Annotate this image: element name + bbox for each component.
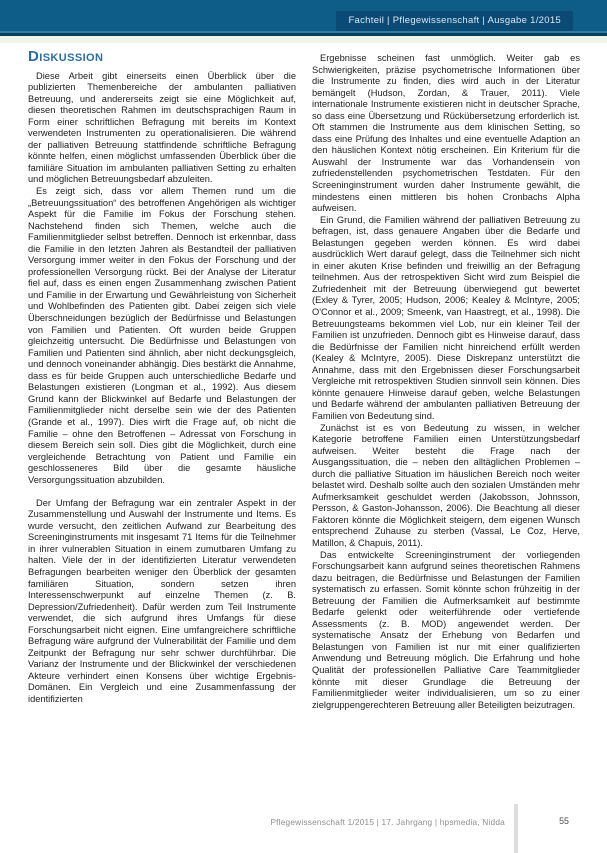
paragraph: Diese Arbeit gibt einerseits einen Überblick über die publizierten Themenbereiche der ambulanten palliativen Betreuung, und andererseits zeigt sie eine Möglichkeit auf, diesen theoretischen Rahmen im deutschsprachigen Raum in Form einer schriftlichen Befragung mit bereits im Kontext verwendeten Instrumenten zu operationalisieren. Die während der palliativen Betreuung stattfindende schriftliche Befragung könnte helfen, einen möglichst umfassenden Überblick über die familiäre Situation im ambulanten palliativen Setting zu erhalten und möglichen Betreuungsbedarf abzuleiten. [28, 70, 296, 185]
footer-divider [514, 804, 518, 853]
paragraph: Der Umfang der Befragung war ein zentraler Aspekt in der Zusammenstellung und Auswahl der Instrumente und Items. Es wurde versucht, den zeitlichen Aufwand zur Bearbeitung des Screeninginstruments mit insgesamt 71 Items für die Teilnehmer in ihrer vulnerablen Situation in einem zumutbaren Umfang zu halten. Viele der in der identifizierten Literatur verwendeten Befragungen bearbeiten weniger den Überblick der gesamten familiären Situation, sondern setzen ihren Interessenschwerpunkt auf einzelne Themen (z. B. Depression/Zufriedenheit). Dafür werden zum Teil Instrumente verwendet, die sich aufgrund ihres Umfangs für diese Forschungsarbeit nicht eignen. Eine umfangreichere schriftliche Befragung wäre aufgrund der Vulnerabilität der Familie und dem Zeitpunkt der Befragung nur sehr schwer durchführbar. Die Varianz der Instrumente und der Blickwinkel der verschiedenen Akteure verhindert einen Konsens über wichtige Ergebnis-Domänen. Ein Vergleich und eine Zusammenfassung der identifizierten [28, 497, 296, 705]
header-bar [0, 0, 607, 31]
paragraph: Das entwickelte Screeninginstrument der vorliegenden Forschungsarbeit kann aufgrund seines theoretischen Rahmens dazu beitragen, die Bedürfnisse und Belastungen der Familien systematisch zu erfassen. Somit könnte schon frühzeitig in der Betreuung der Familien die Aufmerksamkeit auf bestimmte Bedarfe gelenkt oder weiterführende oder vertiefende Assessments (z. B. MOD) angewendet werden. Der systematische Ansatz der Erhebung von Bedarfen und Belastungen von Familien ist nur mit einer qualifizierten Anwendung und Betreuung möglich. Die Erfahrung und hohe Qualität der professionellen Palliative Care Teammitglieder könnte mit dieser Grundlage die Betreuung der Familienmitglieder weiter individualisieren, um so zu einer zielgruppengerechteren Betreuung aller Beteiligten beizutragen. [312, 549, 580, 710]
footer-journal-info: Pflegewissenschaft 1/2015 | 17. Jahrgang | hpsmedia, Nidda [270, 817, 505, 827]
left-column [28, 48, 296, 711]
paragraph: Zunächst ist es von Bedeutung zu wissen, in welcher Kategorie betroffene Familien einen Unterstützungsbedarf aufweisen. Weiter besteht die Frage nach der Ausgangssituation, die – neben den alltäglichen Problemen – durch die palliative Situation im häuslichen Bereich noch weiter belastet wird. Deshalb sollte auch den sozialen Umständen mehr Aufmerksamkeit geschuldet werden (Jakobsson, Johnsson, Persson, & Gaston-Johansson, 2006). Die Beachtung all dieser Faktoren könnte die Möglichkeit steigern, dem eigenen Wunsch entsprechend Zuhause zu sterben (Vassal, Le Coz, Herve, Matillon, & Chapuis, 2011). [312, 422, 580, 548]
paragraph: Ergebnisse scheinen fast unmöglich. Weiter gab es Schwierigkeiten, präzise psychometrische Informationen über die Instrumente zu finden, dies wird auch in der Literatur bemängelt (Hudson, Zordan, & Trauer, 2011). Viele internationale Instrumente existieren nicht in deutscher Sprache, so dass eine Übersetzung und Rückübersetzung erforderlich ist. Oft stammen die Instrumente aus dem klinischen Setting, so dass eine Prüfung des Inhaltes und eine eventuelle Adaption an den häuslichen Kontext nötig erscheinen. Ein Kriterium für die Auswahl der Instrumente war das Vorhandensein von zufriedenstellenden psychometrischen Testdaten. Für den Screeninginstrument wurden daher Instrumente gewählt, die mindestens einen mittleren bis hohen Cronbachs Alpha aufweisen. [312, 53, 580, 214]
page-number: 55 [559, 816, 569, 826]
header-tint-strip [0, 36, 607, 43]
paragraph: Es zeigt sich, dass vor allem Themen rund um die „Betreuungssituation“ des betroffenen Angehörigen als wichtiger Aspekt für die Familie im Fokus der Forschung stehen. Nachstehend finden sich Themen, welche auch die Familienmitglieder selbst betreffen. Dennoch ist erkennbar, dass die Familie in den letzten Jahren als Bestandteil der palliativen Versorgung immer weiter in den Fokus der Forschung und der professionellen Versorgung rückt. Bei der Analyse der Literatur fiel auf, dass es einen engen Zusammenhang zwischen Patient und Familie in der Erwartung und Gewährleistung von Sicherheit und Wohlbefinden des Patienten gibt. Dabei zeigen sich viele Überschneidungen bezüglich der Bedürfnisse und Belastungen von Familien und Patienten. Oft wurden beide Gruppen gleichzeitig untersucht. Die Bedürfnisse und Belastungen von Familien und Patienten sind ähnlich, aber nicht deckungsgleich, und dennoch voneinander abhängig. Dies bestärkt die Annahme, dass es für beide Gruppen auch unterschiedliche Bedarfe und Belastungen existieren (Longman et al., 1992). Aus diesem Grund kann der Blickwinkel auf Bedarfe und Belastungen der Familienmitglieder nicht derselbe sein wie der des Patienten (Grande et al., 1997). Dies wirft die Frage auf, ob nicht die Familie – ohne den Betroffenen – Adressat von Forschung in diesem Bereich sein soll. Dies gibt die Möglichkeit, durch eine vergleichende Betrachtung von Patient und Familie ein geschlosseneres Bild über die gesamte häusliche Versorgungssituation abzubilden. [28, 186, 296, 485]
discussion-heading: Diskussion [28, 48, 104, 65]
header-issue-label: Fachteil | Pflegewissenschaft | Ausgabe 1/2015 [336, 11, 573, 31]
article-body [28, 48, 580, 711]
paragraph: Ein Grund, die Familien während der palliativen Betreuung zu befragen, ist, dass genauere Angaben über die Bedarfe und Belastungen gegeben werden können. Es wird dabei ausdrücklich Wert darauf gelegt, dass die Teilnehmer sich nicht in einer akuten Krise befinden und freiwillig an der Befragung teilnehmen. Aus der retrospektiven Sicht wird zum Beispiel die Zufriedenheit mit der Betreuung überwiegend gut bewertet (Exley & Tyrer, 2005; Hudson, 2006; Kealey & McIntyre, 2005; O'Connor et al., 2009; Smeenk, van Haastregt, et al., 1998). Die Betreuungsteams bekommen viel Lob, nur ein kleiner Teil der Familien ist unzufrieden. Dennoch gibt es Hinweise darauf, dass die Bedürfnisse der Familien nicht hinreichend erfüllt werden (Kealey & McIntyre, 2005). Diese Diskrepanz unterstützt die Annahme, dass mit den Ergebnissen dieser Forschungsarbeit Vergleiche mit retrospektiven Studien sinnvoll sein können. Dies könnte genauere Hinweise darauf geben, welche Belastungen und Bedarfe während der ambulanten palliativen Betreuung der Familien von Bedeutung sind. [312, 214, 580, 421]
right-column [312, 53, 580, 711]
